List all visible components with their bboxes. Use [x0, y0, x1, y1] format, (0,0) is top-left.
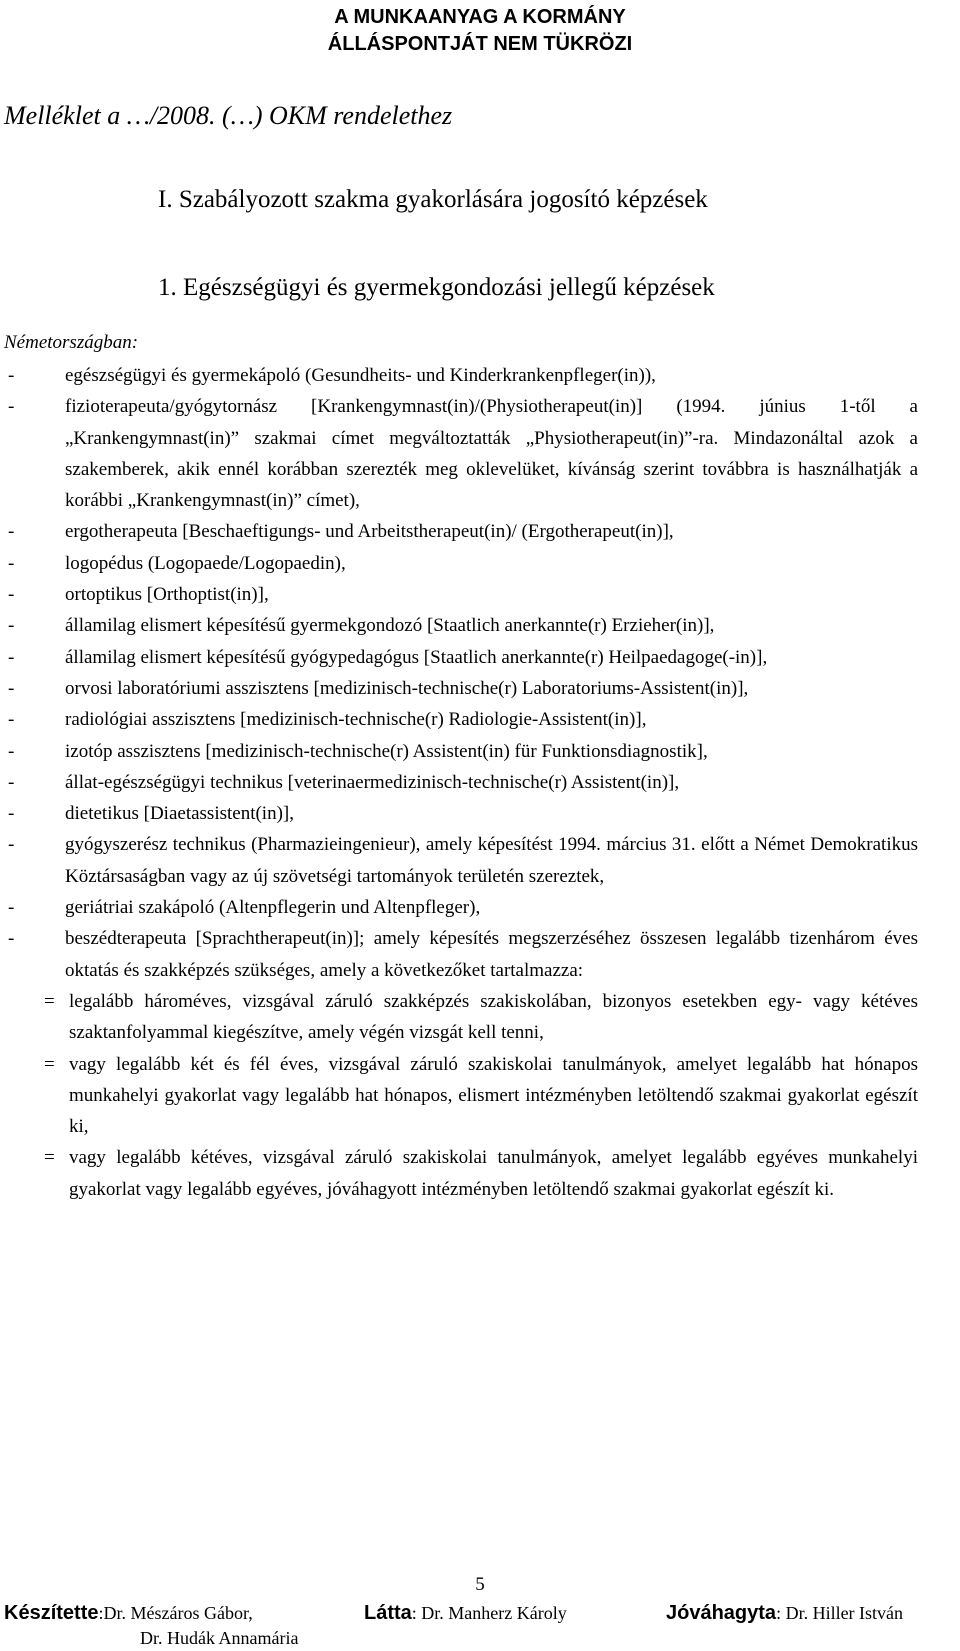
sub-list-item: = vagy legalább két és fél éves, vizsgával záruló szakiskolai tanulmányok, amelyet legalább hat hónapos munkahelyi gyakorlat vagy legalább hat hónapos, elismert intézményben letöltendő szakmai gyakorlat egészít ki, — [44, 1053, 918, 1138]
watermark-notice — [0, 4, 960, 58]
section-heading: I. Szabályozott szakma gyakorlására jogosító képzések — [158, 186, 708, 213]
list-item: - gyógyszerész technikus (Pharmazieingenieur), amely képesítést 1994. március 31. előtt a Német Demokratikus Köztársaságban vagy az új szövetségi tartományok területén szereztek, — [8, 834, 918, 887]
list-item: - fizioterapeuta/gyógytornász [Krankengymnast(in)/(Physiotherapeut(in)] (1994. június 1-től a „Krankengymnast(in)” szakmai címet megváltoztatták „Physiotherapeut(in)”-ra. Mindazonáltal azok a szakemberek, akik ennél korábban szerezték meg oklevelüket, kívánság szerint továbbra is használhatják a korábbi „Krankengymnast(in)” címet), — [8, 396, 918, 512]
list-item: - logopédus (Logopaede/Logopaedin), — [8, 552, 346, 574]
footer-prepared — [4, 1600, 253, 1626]
list-item: - állat-egészségügyi technikus [veterinaermedizinisch-technische(r) Assistent(in)], — [8, 771, 680, 793]
prepared-by: :Dr. Mészáros Gábor, — [98, 1603, 253, 1623]
list-item: - izotóp asszisztens [medizinisch-technische(r) Assistent(in) für Funktionsdiagnostik], — [8, 740, 708, 762]
sub-list-item: = legalább hároméves, vizsgával záruló szakképzés szakiskolában, bizonyos esetekben egy- vagy kétéves szaktanfolyammal kiegészítve, amely végén vizsgát kell tenni, — [44, 990, 918, 1044]
list-item: - beszédterapeuta [Sprachtherapeut(in)]; amely képesítés megszerzéséhez összesen legalább tizenhárom éves oktatás és szakképzés szükséges, amely a következőket tartalmazza: — [8, 928, 918, 981]
approved-by: : Dr. Hiller István — [776, 1603, 904, 1623]
list-item: - ortoptikus [Orthoptist(in)], — [8, 584, 269, 606]
qualification-list — [4, 360, 918, 1205]
list-item: - geriátriai szakápoló (Altenpflegerin und Altenpfleger), — [8, 897, 481, 919]
list-item: - orvosi laboratóriumi asszisztens [medizinisch-technische(r) Laboratoriums-Assistent(in)], — [8, 677, 749, 699]
country-label: Németországban: — [4, 332, 139, 353]
footer-reviewed — [364, 1600, 567, 1626]
prepared-by-2: Dr. Hudák Annamária — [140, 1628, 299, 1648]
list-item: - egészségügyi és gyermekápoló (Gesundheits- und Kinderkrankenpfleger(in)), — [8, 365, 656, 386]
list-item: - ergotherapeuta [Beschaeftigungs- und Arbeitstherapeut(in)/ (Ergotherapeut(in)], — [8, 521, 674, 543]
reviewed-by: : Dr. Manherz Károly — [411, 1603, 567, 1623]
watermark-line-1: A MUNKAANYAG A KORMÁNY — [334, 6, 626, 28]
watermark-line-2: ÁLLÁSPONTJÁT NEM TÜKRÖZI — [327, 33, 633, 55]
prepared-label: Készítette — [4, 1602, 99, 1624]
footer-approved — [666, 1600, 903, 1626]
list-item: - dietetikus [Diaetassistent(in)], — [8, 803, 294, 825]
list-item: - államilag elismert képesítésű gyógypedagógus [Staatlich anerkannte(r) Heilpaedagoge(-in)], — [8, 646, 768, 668]
list-item: - államilag elismert képesítésű gyermekgondozó [Staatlich anerkannte(r) Erzieher(in)], — [8, 615, 715, 637]
list-item: - radiológiai asszisztens [medizinisch-technische(r) Radiologie-Assistent(in)], — [8, 709, 647, 731]
annex-title: Melléklet a …/2008. (…) OKM rendelethez — [4, 101, 453, 130]
sub-list-item: = vagy legalább kétéves, vizsgával záruló szakiskolai tanulmányok, amelyet legalább egyéves munkahelyi gyakorlat vagy legalább egyéves, jóváhagyott intézményben letöltendő szakmai gyakorlat egészít ki. — [44, 1147, 918, 1200]
reviewed-label: Látta — [364, 1602, 412, 1624]
subsection-heading: 1. Egészségügyi és gyermekgondozási jellegű képzések — [158, 274, 715, 301]
approved-label: Jóváhagyta — [666, 1602, 777, 1624]
page-number: 5 — [475, 1574, 485, 1595]
